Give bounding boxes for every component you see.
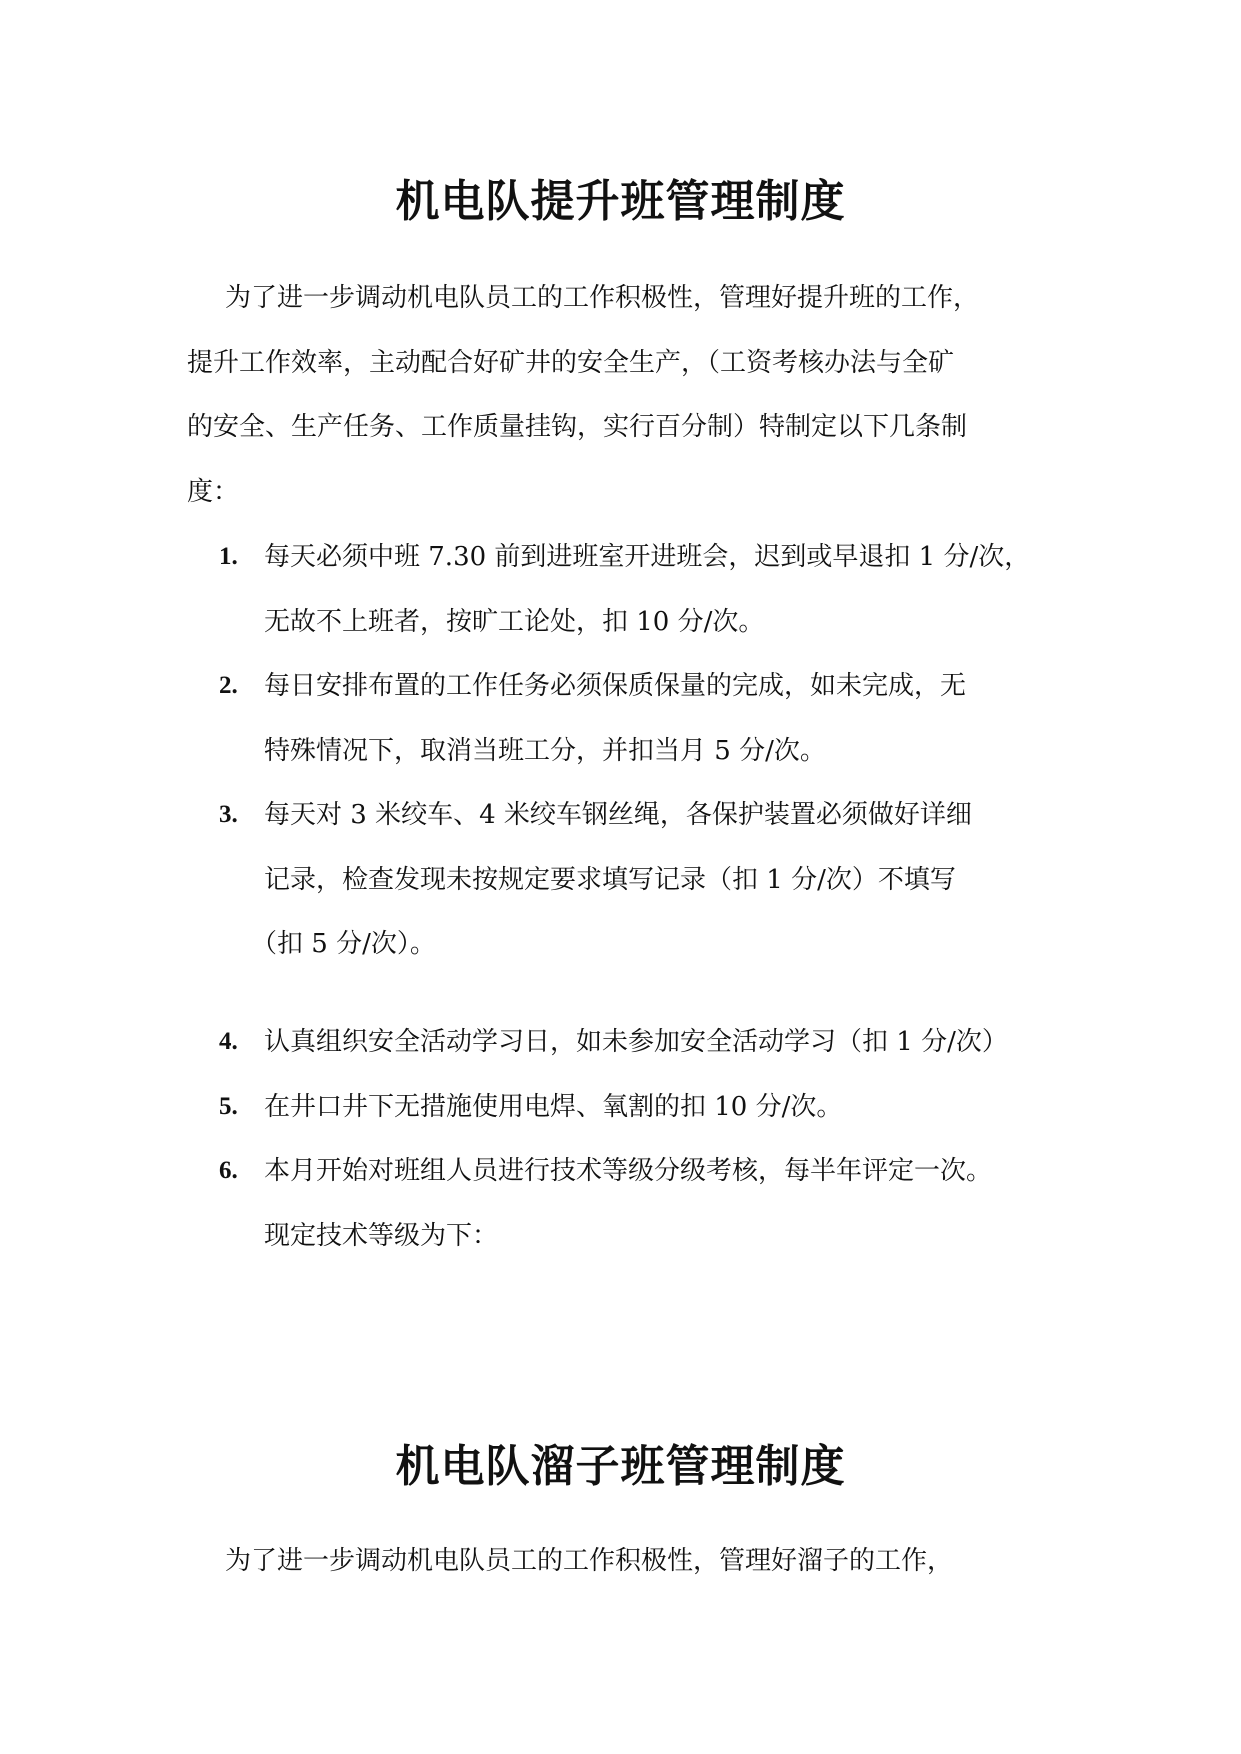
rule-line: 特殊情况下，取消当班工分，并扣当月 5 分/次。 xyxy=(264,735,826,766)
rule-line: 每日安排布置的工作任务必须保质保量的完成，如未完成，无 xyxy=(264,671,967,701)
rule-line: 本月开始对班组人员进行技术等级分级考核，每半年评定一次。 xyxy=(264,1156,993,1186)
rule-line: （扣 5 分/次）。 xyxy=(251,929,436,959)
rule-number: 4. xyxy=(219,1028,238,1055)
rule-text xyxy=(264,1010,1064,1075)
rule-text xyxy=(264,1075,1064,1140)
section1-title: 机电队提升班管理制度 xyxy=(395,176,846,227)
rule-number: 1. xyxy=(219,543,238,570)
rule-text xyxy=(264,1139,1064,1268)
rule-number: 2. xyxy=(219,672,238,699)
intro-line: 度： xyxy=(187,476,240,507)
rule-text xyxy=(251,783,1064,977)
rule-text xyxy=(264,654,1064,783)
intro-line: 为了进一步调动机电队员工的工作积极性，管理好溜子的工作， xyxy=(225,1546,954,1576)
rule-number: 5. xyxy=(219,1093,238,1120)
intro-line: 为了进一步调动机电队员工的工作积极性，管理好提升班的工作， xyxy=(225,283,980,313)
section2-intro xyxy=(187,1529,1053,1594)
rule-line: 认真组织安全活动学习日，如未参加安全活动学习（扣 1 分/次） xyxy=(264,1027,1008,1057)
section1-intro xyxy=(187,266,1053,524)
intro-line: 提升工作效率，主动配合好矿井的安全生产，（工资考核办法与全矿 xyxy=(187,347,955,378)
rule-line: 每天对 3 米绞车、4 米绞车钢丝绳，各保护装置必须做好详细 xyxy=(264,800,972,830)
section2-title: 机电队溜子班管理制度 xyxy=(395,1441,846,1492)
rule-line: 现定技术等级为下： xyxy=(264,1220,499,1251)
rule-line: 记录，检查发现未按规定要求填写记录（扣 1 分/次）不填写 xyxy=(264,864,956,895)
rule-line: 在井口井下无措施使用电焊、氧割的扣 10 分/次。 xyxy=(264,1092,843,1122)
rule-text xyxy=(264,525,1064,654)
rule-number: 6. xyxy=(219,1157,238,1184)
rule-line: 无故不上班者，按旷工论处，扣 10 分/次。 xyxy=(264,606,765,637)
rule-number: 3. xyxy=(219,801,238,828)
rule-line: 每天必须中班 7.30 前到进班室开进班会，迟到或早退扣 1 分/次， xyxy=(264,542,1031,572)
intro-line: 的安全、生产任务、工作质量挂钩，实行百分制）特制定以下几条制 xyxy=(187,412,968,442)
